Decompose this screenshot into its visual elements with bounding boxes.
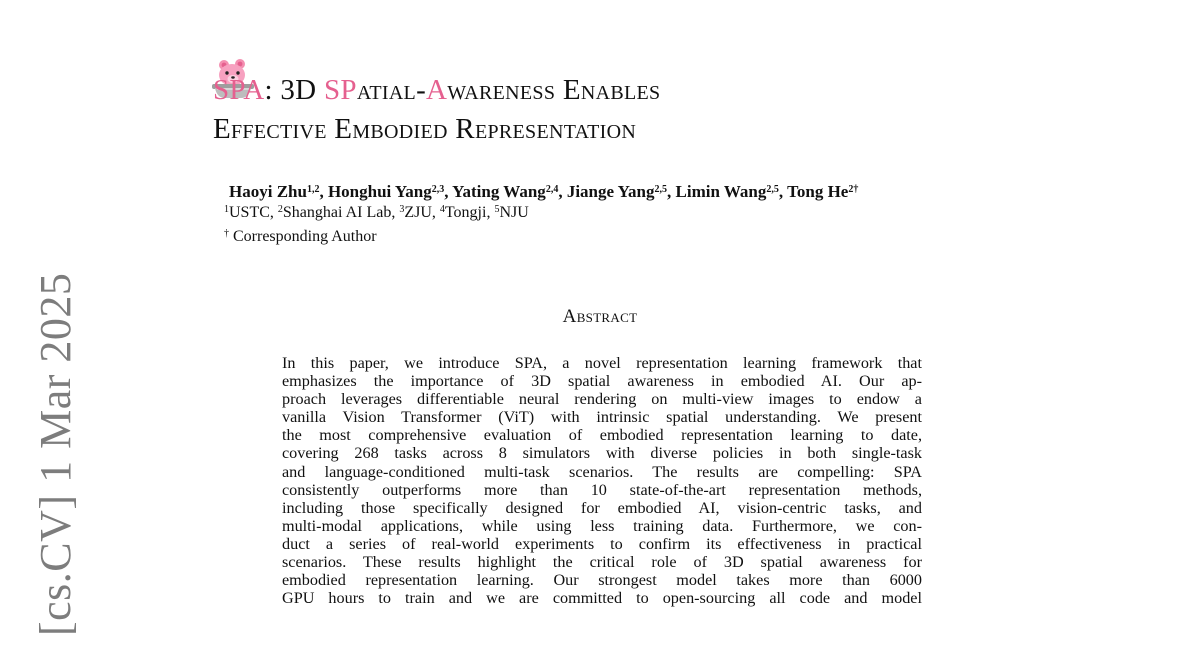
abstract-line: emphasizes the importance of 3D spatial awareness in embodied AI. Our ap- — [282, 372, 922, 391]
abstract-line: GPU hours to train and we are committed to open-sourcing all code and model — [282, 589, 922, 608]
paper-title — [213, 71, 1113, 149]
author-name: Limin Wang — [675, 182, 767, 201]
author-name: Haoyi Zhu — [229, 182, 307, 201]
abstract-line: embodied representation learning. Our strongest model takes more than 6000 — [282, 571, 922, 590]
affiliation-name: Tongji — [444, 204, 487, 221]
title-highlight-a: A — [426, 74, 448, 106]
affiliation-sup: 4 — [439, 204, 445, 215]
abstract-body — [282, 354, 922, 607]
corresponding-author-note — [224, 228, 377, 246]
title-separator: : 3D — [264, 74, 324, 106]
affiliation-sup: 3 — [399, 204, 405, 215]
title-acronym: SPA — [213, 74, 265, 106]
title-word-spatial: atial- — [356, 74, 427, 106]
title-highlight-sp: SP — [323, 74, 357, 106]
arxiv-side-stamp: [cs.CV] 1 Mar 2025 — [31, 272, 80, 636]
abstract-line: duct a series of real-world experiments to confirm its effectiveness in practical — [282, 534, 922, 553]
author-list: Haoyi Zhu$^{1,2}$, Honghui Yang$^{2,3}$, Yating Wang$^{2,4}$, Jiange Yang$^{2,5}$, Limin Wang$^{2,5}$, Tong $He^{2\dagger}$ — [229, 182, 859, 201]
abstract-line: multi-modal applications, while using less training data. Furthermore, we con- — [282, 516, 922, 535]
abstract-line: the most comprehensive evaluation of embodied representation learning to date, — [282, 426, 922, 445]
author-affiliation-sup: 2,4 — [545, 184, 559, 195]
affiliation-name: ZJU — [404, 204, 432, 221]
affiliation-sup: 2 — [277, 204, 283, 215]
abstract-line: consistently outperforms more than 10 state-of-the-art representation methods, — [282, 480, 922, 499]
corresponding-author-text: Corresponding Author — [233, 228, 377, 245]
affiliation-name: NJU — [499, 204, 529, 221]
abstract-line: scenarios. These results highlight the critical role of 3D spatial awareness for — [282, 553, 922, 572]
abstract-line: In this paper, we introduce SPA, a novel representation learning framework that — [282, 354, 922, 372]
author-affiliation-sup: 1,2 — [306, 184, 320, 195]
author-name: Honghui Yang — [327, 182, 432, 201]
abstract-line: proach leverages differentiable neural rendering on multi-view images to endow a — [282, 390, 922, 409]
author-name: Tong He — [787, 182, 849, 201]
author-name: Yating Wang — [452, 182, 546, 201]
abstract-heading: Abstract — [562, 306, 638, 327]
affiliation-name: Shanghai AI Lab — [282, 204, 392, 221]
author-affiliation-sup: 2,5 — [766, 184, 779, 195]
affiliation-list: $^1$USTC, $^2$Shanghai AI Lab, $^3$ZJU, $^4$Tongji, $^5$NJU — [224, 204, 529, 221]
author-affiliation-sup: 2,5 — [654, 184, 668, 195]
title-word-awareness: wareness Enables — [447, 74, 661, 106]
title-line-1 — [213, 71, 1113, 110]
title-line-2: Effective Embodied Representation — [213, 113, 637, 145]
affiliation-sup: 5 — [494, 204, 500, 215]
abstract-line: covering 268 tasks across 8 simulators with diverse policies in both single-task — [282, 444, 922, 463]
abstract-line: and language-conditioned multi-task scenarios. The results are compelling: SPA — [282, 462, 922, 481]
author-affiliation-sup: 2,3 — [431, 184, 445, 195]
abstract-line: including those specifically designed for embodied AI, vision-centric tasks, and — [282, 498, 922, 517]
abstract-line: vanilla Vision Transformer (ViT) with intrinsic spatial understanding. We present — [282, 408, 922, 427]
affiliation-name: USTC — [229, 204, 270, 221]
author-affiliation-sup: 2† — [848, 184, 859, 195]
affiliation-sup: 1 — [224, 204, 229, 215]
dagger-sup: † — [224, 228, 229, 239]
author-name: Jiange Yang — [566, 182, 655, 201]
